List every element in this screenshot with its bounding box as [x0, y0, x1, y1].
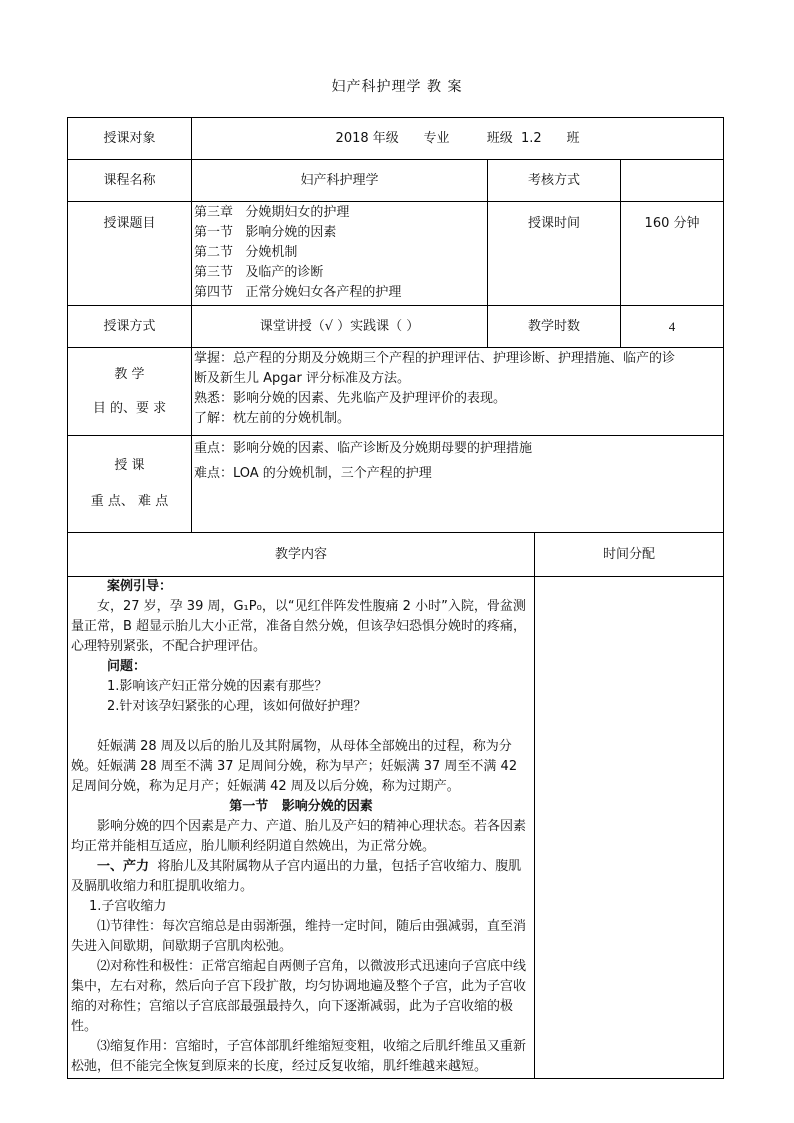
definition-text: 妊娠满 28 周及以后的胎儿及其附属物，从母体全部娩出的过程，称为分娩。妊娠满 28 周至不满 37 足周间分娩，称为早产；妊娠满 37 周至不满 42 足周间分娩，称为足月产；妊娠满 42 周及以后分娩，称为过期产。 — [71, 739, 518, 794]
question-item: 1.影响该产妇正常分娩的因素有那些？ — [107, 679, 328, 694]
keypoints-label — [68, 436, 192, 533]
goals-label-line2: 目 的、要 求 — [92, 400, 167, 416]
keypoints-text — [192, 436, 724, 533]
hours-label: 教学时数 — [488, 306, 621, 348]
row-target — [68, 118, 724, 160]
row-topic — [68, 202, 724, 306]
time-allocation-header — [535, 533, 724, 577]
assess-label: 考核方式 — [488, 160, 621, 202]
keypoints-line: 重点：影响分娩的因素、临产诊断及分娩期母婴的护理措施 — [194, 441, 533, 456]
row-goals — [68, 348, 724, 436]
content-body — [68, 577, 535, 1079]
target-label: 授课对象 — [68, 118, 192, 160]
force-title: 一、产力 — [97, 859, 150, 874]
force-paragraph — [71, 857, 531, 897]
goals-line: 熟悉：影响分娩的因素、先兆临产及护理评价的表现。 — [194, 391, 507, 406]
goals-text — [192, 348, 724, 436]
course-label: 课程名称 — [68, 160, 192, 202]
topic-line: 第四节 正常分娩妇女各产程的护理 — [194, 285, 402, 300]
case-title: 案例引导： — [107, 579, 173, 594]
assess-value — [621, 160, 724, 202]
time-allocation-label: 时间分配 — [603, 546, 656, 562]
topic-lines — [192, 202, 488, 306]
topic-label: 授课题目 — [68, 202, 192, 306]
time-value: 160 分钟 — [621, 202, 724, 306]
row-content-header — [68, 533, 724, 577]
uterine-title: 1.子宫收缩力 — [89, 899, 167, 914]
document-title: 妇产科护理学 教 案 — [331, 79, 463, 95]
lesson-plan-table — [67, 117, 724, 1079]
row-method — [68, 306, 724, 348]
force-text: 将胎儿及其附属物从子宫内逼出的力量，包括子宫收缩力、腹肌及膈肌收缩力和肛提肌收缩力。 — [71, 859, 522, 894]
uterine-item: ⑶缩复作用：宫缩时，子宫体部肌纤维缩短变粗，收缩之后肌纤维虽又重新松弛，但不能完全恢复到原来的长度，经过反复收缩，肌纤维越来越短。 — [71, 1039, 527, 1074]
section-heading: 第一节 影响分娩的因素 — [229, 799, 373, 814]
goals-label — [68, 348, 192, 436]
time-allocation-cell — [535, 577, 724, 1079]
goals-label-line1: 教 学 — [114, 366, 145, 382]
topic-line: 第二节 分娩机制 — [194, 245, 298, 260]
time-label: 授课时间 — [488, 202, 621, 306]
spacer — [71, 717, 531, 737]
uterine-item: ⑴节律性：每次宫缩总是由弱渐强，维持一定时间，随后由强减弱，直至消失进入间歇期，间歇期子宫肌肉松弛。 — [71, 919, 527, 954]
uterine-item: ⑵对称性和极性：正常宫缩起自两侧子宫角，以微波形式迅速向子宫底中线集中，左右对称，然后向子宫下段扩散，均匀协调地遍及整个子宫，此为子宫收缩的对称性；宫缩以子宫底部最强最持久，向下逐渐减弱，此为子宫收缩的极性。 — [71, 959, 527, 1034]
method-label: 授课方式 — [68, 306, 192, 348]
row-content-body — [68, 577, 724, 1079]
case-text: 女，27 岁，孕 39 周，G₁P₀，以“见红伴阵发性腹痛 2 小时”入院，骨盆测量正常，B 超显示胎儿大小正常，准备自然分娩，但该孕妇恐惧分娩时的疼痛，心理特别紧张，不配合护理评估。 — [71, 599, 527, 654]
keypoints-label-line1: 授 课 — [114, 458, 145, 473]
content-header-label: 教学内容 — [68, 533, 535, 577]
section-intro: 影响分娩的四个因素是产力、产道、胎儿及产妇的精神心理状态。若各因素均正常并能相互适应，胎儿顺利经阴道自然娩出，为正常分娩。 — [71, 819, 527, 854]
question-title: 问题： — [107, 659, 147, 674]
goals-line: 掌握：总产程的分期及分娩期三个产程的护理评估、护理诊断、护理措施、临产的诊 — [194, 351, 676, 366]
course-value: 妇产科护理学 — [192, 160, 488, 202]
keypoints-label-line2: 重 点、 难 点 — [90, 494, 169, 509]
row-keypoints — [68, 436, 724, 533]
row-course — [68, 160, 724, 202]
goals-line: 断及新生儿 Apgar 评分标准及方法。 — [194, 371, 410, 386]
goals-line: 了解：枕左前的分娩机制。 — [194, 411, 351, 426]
keypoints-line: 难点：LOA 的分娩机制，三个产程的护理 — [194, 466, 432, 481]
hours-value: 4 — [621, 306, 724, 348]
method-value: 课堂讲授（√ ）实践课（ ） — [192, 306, 488, 348]
topic-line: 第三章 分娩期妇女的护理 — [194, 205, 350, 220]
question-item: 2.针对该孕妇紧张的心理，该如何做好护理？ — [107, 699, 367, 714]
topic-line: 第一节 影响分娩的因素 — [194, 225, 337, 240]
topic-line: 第三节 及临产的诊断 — [194, 265, 324, 280]
target-value: 2018 年级 专业 班级 1.2 班 — [192, 118, 724, 160]
